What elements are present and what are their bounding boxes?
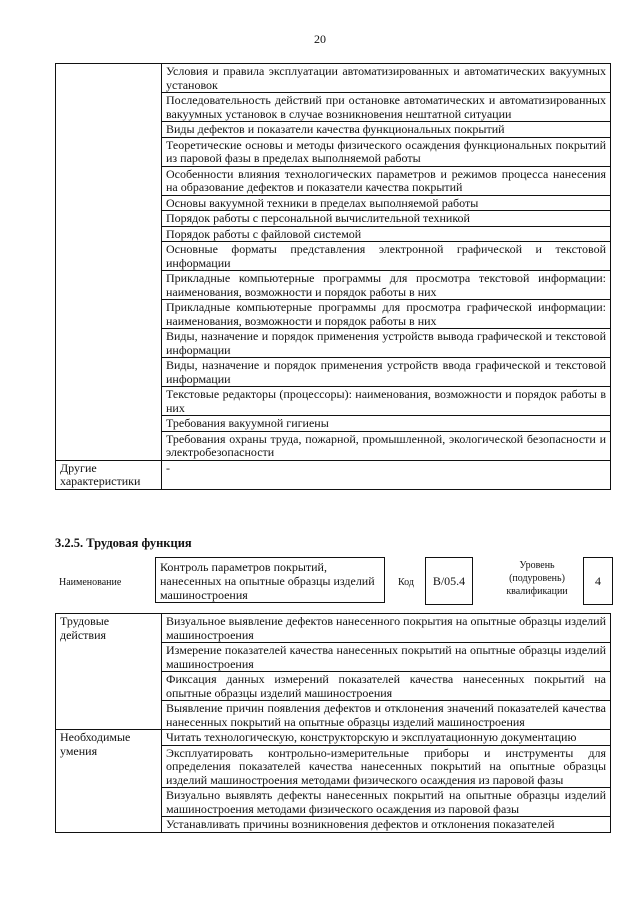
knowledge-item: Требования охраны труда, пожарной, промышленной, экологической безопасности и электробезопасности: [162, 431, 611, 460]
table-row: [56, 730, 611, 746]
section-title: 3.2.5. Трудовая функция: [55, 536, 192, 550]
skills-label: Необходимые умения: [56, 730, 162, 833]
knowledge-table: [55, 63, 611, 490]
function-header: [55, 557, 615, 607]
level-label: Уровень (подуровень) квалификации: [506, 560, 568, 597]
knowledge-item: Особенности влияния технологических параметров и режимов процесса нанесения на образование дефектов и показатели качества покрытий: [162, 166, 611, 195]
action-item: Визуальное выявление дефектов нанесенного покрытия на опытные образцы изделий машиностроения: [162, 614, 611, 643]
skill-item: Эксплуатировать контрольно-измерительные приборы и инструменты для определения показателей качества нанесенных покрытий на опытные образцы изделий машиностроения методами физического осаждения из паровой фазы: [162, 745, 611, 788]
name-label: Наименование: [59, 577, 122, 588]
knowledge-item: Условия и правила эксплуатации автоматизированных и автоматических вакуумных установок: [162, 64, 611, 93]
skill-item: Визуально выявлять дефекты нанесенных покрытий на опытные образцы изделий машиностроения методами физического осаждения из паровой фазы: [162, 788, 611, 817]
level-value: 4: [583, 557, 613, 605]
skill-item: Устанавливать причины возникновения дефектов и отклонения показателей: [162, 817, 611, 833]
other-characteristics-label: Другие характеристики: [56, 460, 162, 489]
knowledge-item: Виды, назначение и порядок применения устройств ввода графической и текстовой информации: [162, 358, 611, 387]
action-item: Выявление причин появления дефектов и отклонения значений показателей качества нанесенных покрытий на опытные образцы изделий машиностроения: [162, 701, 611, 730]
labor-function-table: [55, 613, 611, 833]
knowledge-item: Прикладные компьютерные программы для просмотра графической информации: наименования, возможности и порядок работы в них: [162, 300, 611, 329]
knowledge-item: Основы вакуумной техники в пределах выполняемой работы: [162, 195, 611, 211]
table-row: [56, 460, 611, 489]
skill-item: Читать технологическую, конструкторскую и эксплуатационную документацию: [162, 730, 611, 746]
knowledge-item: Текстовые редакторы (процессоры): наименования, возможности и порядок работы в них: [162, 387, 611, 416]
code-label: Код: [398, 577, 414, 588]
other-characteristics-value: -: [162, 460, 611, 489]
knowledge-item: Прикладные компьютерные программы для просмотра текстовой информации: наименования, возможности и порядок работы в них: [162, 271, 611, 300]
code-value: B/05.4: [425, 557, 473, 605]
knowledge-item: Порядок работы с персональной вычислительной техникой: [162, 211, 611, 227]
table-row: [56, 64, 611, 93]
knowledge-item: Виды дефектов и показатели качества функциональных покрытий: [162, 122, 611, 138]
knowledge-item: Порядок работы с файловой системой: [162, 226, 611, 242]
actions-label: Трудовые действия: [56, 614, 162, 730]
action-item: Измерение показателей качества нанесенных покрытий на опытные образцы изделий машиностроения: [162, 643, 611, 672]
action-item: Фиксация данных измерений показателей качества нанесенных покрытий на опытные образцы изделий машиностроения: [162, 672, 611, 701]
page-number: 20: [314, 32, 326, 46]
knowledge-item: Требования вакуумной гигиены: [162, 416, 611, 432]
knowledge-item: Виды, назначение и порядок применения устройств вывода графической и текстовой информации: [162, 329, 611, 358]
table-row: [56, 614, 611, 643]
name-value: Контроль параметров покрытий, нанесенных на опытные образцы изделий машиностроения: [155, 557, 385, 603]
knowledge-item: Последовательность действий при остановке автоматических и автоматизированных вакуумных установок в случае возникновения нештатной ситуации: [162, 93, 611, 122]
knowledge-label-cell: [56, 64, 162, 461]
knowledge-item: Теоретические основы и методы физического осаждения функциональных покрытий из паровой фазы в пределах выполняемой работы: [162, 137, 611, 166]
knowledge-item: Основные форматы представления электронной графической и текстовой информации: [162, 242, 611, 271]
